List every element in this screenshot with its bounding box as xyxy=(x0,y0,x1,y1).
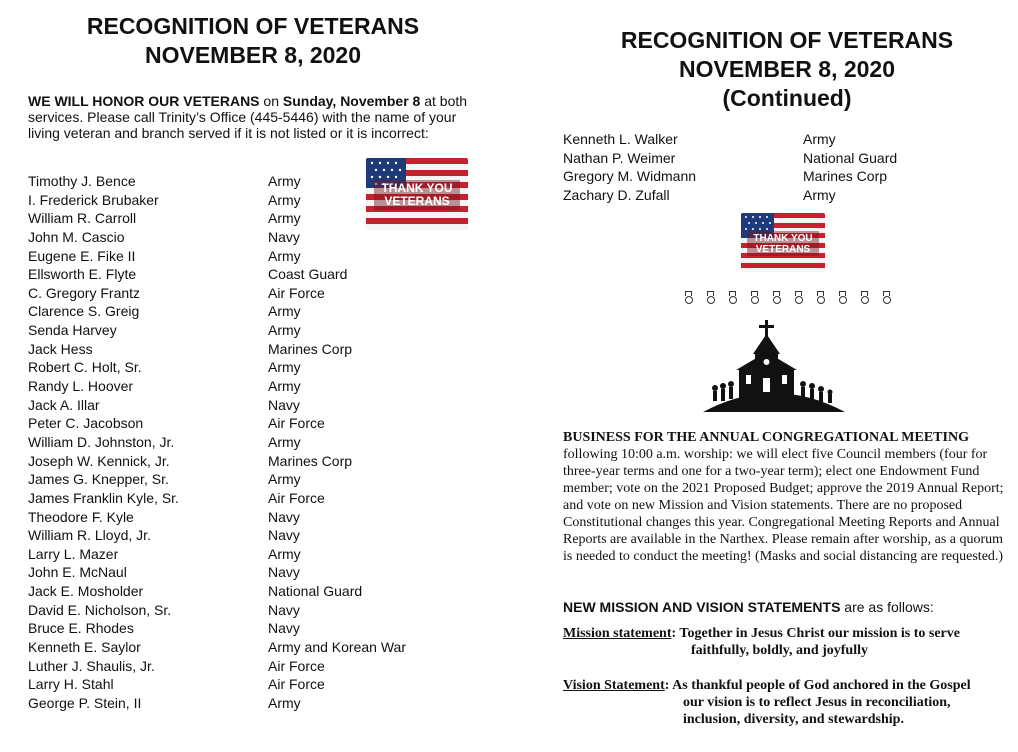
medal-icon xyxy=(793,291,804,305)
veteran-name: Clarence S. Greig xyxy=(28,303,140,320)
veteran-name: Eugene E. Fike II xyxy=(28,247,136,264)
veteran-row xyxy=(28,694,468,713)
vision-line-3: inclusion, diversity, and stewardship. xyxy=(683,712,904,727)
veteran-row xyxy=(563,186,1003,205)
veteran-branch: Marines Corp xyxy=(268,340,353,357)
veteran-branch: Navy xyxy=(268,601,300,618)
church-silhouette-image xyxy=(703,312,845,417)
veteran-name: Larry H. Stahl xyxy=(28,676,114,693)
veteran-branch: Coast Guard xyxy=(268,266,348,283)
veteran-name: George P. Stein, II xyxy=(28,694,142,711)
veteran-branch: Army xyxy=(803,186,836,203)
veteran-branch: National Guard xyxy=(268,583,363,600)
veteran-name: Larry L. Mazer xyxy=(28,545,119,562)
right-page-title xyxy=(563,26,1011,113)
veteran-branch: Army xyxy=(268,359,301,376)
flag-text-line-2: VETERANS xyxy=(384,194,450,208)
medal-icon xyxy=(749,291,760,305)
veteran-row xyxy=(28,172,468,191)
medal-icon xyxy=(815,291,826,305)
veteran-branch: Air Force xyxy=(268,415,325,432)
left-page-title xyxy=(28,12,478,70)
veteran-branch: Army xyxy=(268,378,301,395)
business-heading: BUSINESS FOR THE ANNUAL CONGREGATIONAL MEETING xyxy=(563,430,969,445)
veteran-name: Bruce E. Rhodes xyxy=(28,620,134,637)
veteran-row xyxy=(28,321,468,340)
veteran-branch: National Guard xyxy=(803,149,898,166)
veteran-branch: Navy xyxy=(268,564,300,581)
veteran-row xyxy=(28,526,468,545)
veteran-row xyxy=(28,247,468,266)
veteran-branch: Army xyxy=(268,303,301,320)
veteran-branch: Marines Corp xyxy=(803,168,888,185)
veteran-row xyxy=(28,358,468,377)
veteran-row xyxy=(28,508,468,527)
veteran-name: David E. Nicholson, Sr. xyxy=(28,601,172,618)
veteran-row xyxy=(28,601,468,620)
intro-bold-1: WE WILL HONOR OUR VETERANS xyxy=(28,93,260,109)
veteran-list-right xyxy=(563,130,1003,205)
veteran-name: William R. Carroll xyxy=(28,210,137,227)
veteran-name: Kenneth L. Walker xyxy=(563,131,678,147)
medal-icon xyxy=(683,291,694,305)
veteran-branch: Army xyxy=(268,471,301,488)
veteran-list-left xyxy=(28,172,468,713)
veteran-branch: Army xyxy=(268,433,301,450)
veteran-branch: Marines Corp xyxy=(268,452,353,469)
veteran-row xyxy=(28,619,468,638)
veteran-name: Zachary D. Zufall xyxy=(563,186,670,203)
veteran-branch: Air Force xyxy=(268,489,325,506)
mission-label: Mission statement xyxy=(563,626,672,641)
medal-row xyxy=(683,291,892,305)
medal-icon xyxy=(727,291,738,305)
veteran-row xyxy=(563,130,1003,149)
veteran-row xyxy=(28,489,468,508)
veteran-row xyxy=(28,265,468,284)
medal-icon xyxy=(881,291,892,305)
intro-paragraph xyxy=(28,93,476,141)
veteran-name: Senda Harvey xyxy=(28,322,117,339)
veteran-branch: Army xyxy=(803,131,836,147)
veteran-branch: Navy xyxy=(268,396,300,413)
title-line-2: NOVEMBER 8, 2020 xyxy=(678,56,896,82)
title-line-2: NOVEMBER 8, 2020 xyxy=(144,42,362,68)
flag-text-line-1: THANK YOU xyxy=(381,181,453,195)
veteran-name: Kenneth E. Saylor xyxy=(28,639,141,656)
veteran-branch: Army xyxy=(268,210,301,227)
veteran-row xyxy=(28,396,468,415)
veteran-name: Peter C. Jacobson xyxy=(28,415,144,432)
veteran-row xyxy=(563,167,1003,186)
mission-vision-heading-text: are as follows: xyxy=(840,599,934,615)
veteran-row xyxy=(28,452,468,471)
intro-text-2: at both services. Please call Trinity’s Office (445-5446) with the name of your living veteran and branch served if it is not listed or it is incorrect: xyxy=(28,93,468,141)
veteran-branch: Air Force xyxy=(268,284,325,301)
veteran-name: Robert C. Holt, Sr. xyxy=(28,359,142,376)
veteran-row xyxy=(28,377,468,396)
mission-line-2: faithfully, boldly, and joyfully xyxy=(691,643,868,658)
mission-statement: Mission statement: Together in Jesus Christ our mission is to serve faithfully, boldly, and joyfully xyxy=(563,625,1013,659)
intro-bold-2: Sunday, November 8 xyxy=(282,93,421,109)
veteran-name: Timothy J. Bence xyxy=(28,173,136,189)
veteran-row xyxy=(28,582,468,601)
thank-you-veterans-flag-image xyxy=(741,213,825,272)
veteran-name: William D. Johnston, Jr. xyxy=(28,433,175,450)
veteran-name: John E. McNaul xyxy=(28,564,127,581)
medal-icon xyxy=(771,291,782,305)
vision-line-2: our vision is to reflect Jesus in reconciliation, xyxy=(683,695,951,710)
veteran-branch: Air Force xyxy=(268,657,325,674)
vision-label: Vision Statement xyxy=(563,678,665,693)
veteran-name: Jack A. Illar xyxy=(28,396,100,413)
veteran-name: William R. Lloyd, Jr. xyxy=(28,527,151,544)
veteran-row xyxy=(28,302,468,321)
flag-text-line-1: THANK YOU xyxy=(753,233,813,244)
veteran-row xyxy=(28,228,468,247)
veteran-branch: Army xyxy=(268,694,301,711)
veteran-row xyxy=(28,209,468,228)
medal-icon xyxy=(705,291,716,305)
mission-vision-heading-bold: NEW MISSION AND VISION STATEMENTS xyxy=(563,599,841,615)
veteran-name: Luther J. Shaulis, Jr. xyxy=(28,657,155,674)
flag-text-line-2: VETERANS xyxy=(755,244,811,255)
veteran-branch: Navy xyxy=(268,508,300,525)
veteran-row xyxy=(563,149,1003,168)
veteran-row xyxy=(28,414,468,433)
veteran-name: Jack Hess xyxy=(28,340,93,357)
veteran-branch: Navy xyxy=(268,527,300,544)
vision-statement: Vision Statement: As thankful people of God anchored in the Gospel our vision is to reflect Jesus in reconciliation, inclusion, diversity, and stewardship. xyxy=(563,677,1013,728)
veteran-branch: Army and Korean War xyxy=(268,639,406,656)
veteran-row xyxy=(28,638,468,657)
veteran-row xyxy=(28,563,468,582)
veteran-name: James G. Knepper, Sr. xyxy=(28,471,169,488)
veteran-row xyxy=(28,340,468,359)
veteran-name: John M. Cascio xyxy=(28,228,125,245)
veteran-branch: Army xyxy=(268,191,301,208)
veteran-name: Jack E. Mosholder xyxy=(28,583,144,600)
veteran-name: Randy L. Hoover xyxy=(28,378,134,395)
veteran-name: Gregory M. Widmann xyxy=(563,168,697,185)
business-text: following 10:00 a.m. worship: we will elect five Council members (four for three-year terms and one for a two-year term); elect one Endowment Fund member; vote on the 2021 Proposed Budget; approve the 2019 Annual Report; and vote on new Mission and Vision statements. There are no proposed Constitutional changes this year. Congregational Meeting Reports and Annual Reports are available in the Narthex. Please remain after worship, as a quorum is needed to conduct the meeting! (Masks and social distancing are requested.) xyxy=(563,447,1004,564)
title-line-1: RECOGNITION OF VETERANS xyxy=(620,27,954,53)
intro-text-1: on xyxy=(259,93,283,109)
medal-icon xyxy=(859,291,870,305)
veteran-row xyxy=(28,675,468,694)
medal-icon xyxy=(837,291,848,305)
veteran-branch: Navy xyxy=(268,228,300,245)
veteran-name: Nathan P. Weimer xyxy=(563,149,676,166)
veteran-branch: Air Force xyxy=(268,676,325,693)
veteran-branch: Army xyxy=(268,545,301,562)
veteran-row xyxy=(28,545,468,564)
business-paragraph xyxy=(563,429,1011,565)
veteran-row xyxy=(28,284,468,303)
mission-line-1: Together in Jesus Christ our mission is to serve xyxy=(679,626,960,641)
veteran-row xyxy=(28,191,468,210)
title-line-3: (Continued) xyxy=(722,85,852,111)
veteran-branch: Navy xyxy=(268,620,300,637)
veteran-name: C. Gregory Frantz xyxy=(28,284,141,301)
veteran-row xyxy=(28,657,468,676)
veteran-name: Theodore F. Kyle xyxy=(28,508,134,525)
veteran-row xyxy=(28,470,468,489)
veteran-branch: Army xyxy=(268,322,301,339)
veteran-branch: Army xyxy=(268,173,301,189)
veteran-name: James Franklin Kyle, Sr. xyxy=(28,489,179,506)
vision-line-1: As thankful people of God anchored in the Gospel xyxy=(672,678,971,693)
veteran-name: Joseph W. Kennick, Jr. xyxy=(28,452,170,469)
veteran-name: I. Frederick Brubaker xyxy=(28,191,159,208)
mission-vision-heading xyxy=(563,599,1011,615)
veteran-branch: Army xyxy=(268,247,301,264)
veteran-name: Ellsworth E. Flyte xyxy=(28,266,137,283)
title-line-1: RECOGNITION OF VETERANS xyxy=(86,13,420,39)
veteran-row xyxy=(28,433,468,452)
